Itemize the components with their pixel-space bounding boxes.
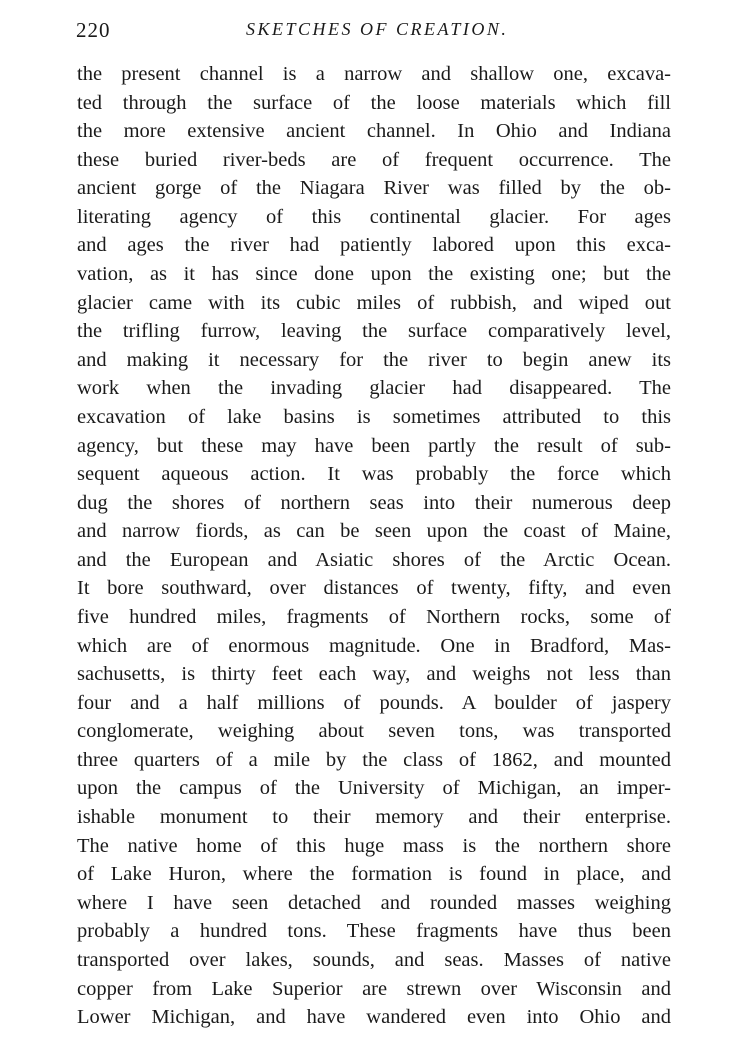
text-line: which are of enormous magnitude. One in Bradford, Mas- [77, 634, 671, 657]
running-head [76, 18, 670, 48]
text-line: dug the shores of northern seas into their numerous deep [77, 491, 671, 514]
text-line: where I have seen detached and rounded masses weighing [77, 891, 671, 914]
text-line: work when the invading glacier had disappeared. The [77, 377, 671, 400]
text-line: five hundred miles, fragments of Northern rocks, some of [77, 605, 671, 628]
text-line: and narrow fiords, as can be seen upon the coast of Maine, [77, 520, 671, 543]
text-line: and ages the river had patiently labored upon this exca- [77, 234, 671, 257]
text-line: and making it necessary for the river to begin anew its [77, 348, 671, 371]
text-line: these buried river-beds are of frequent occurrence. The [77, 148, 671, 171]
text-line: upon the campus of the University of Michigan, an imper- [77, 777, 671, 800]
text-line: excavation of lake basins is sometimes attributed to this [77, 405, 671, 428]
text-line: glacier came with its cubic miles of rubbish, and wiped out [77, 291, 671, 314]
body-text [77, 60, 671, 1032]
text-line: four and a half millions of pounds. A boulder of jaspery [77, 691, 671, 714]
running-title: SKETCHES OF CREATION. [246, 19, 509, 39]
text-line: vation, as it has since done upon the existing one; but the [77, 263, 671, 286]
text-line: the trifling furrow, leaving the surface comparatively level, [77, 320, 671, 343]
text-line: conglomerate, weighing about seven tons, was transported [77, 720, 671, 743]
text-line: Lower Michigan, and have wandered even into Ohio and [77, 1006, 671, 1029]
text-line: It bore southward, over distances of twenty, fifty, and even [77, 577, 671, 600]
text-line: agency, but these may have been partly the result of sub- [77, 434, 671, 457]
text-line: ancient gorge of the Niagara River was filled by the ob- [77, 177, 671, 200]
text-line: ishable monument to their memory and their enterprise. [77, 806, 671, 829]
text-line: sequent aqueous action. It was probably the force which [77, 463, 671, 486]
text-line: probably a hundred tons. These fragments have thus been [77, 920, 671, 943]
text-line: copper from Lake Superior are strewn over Wisconsin and [77, 977, 671, 1000]
page-number: 220 [76, 18, 111, 42]
text-line: transported over lakes, sounds, and seas. Masses of native [77, 948, 671, 971]
text-line: ted through the surface of the loose materials which fill [77, 91, 671, 114]
text-line: literating agency of this continental glacier. For ages [77, 205, 671, 228]
text-line: the more extensive ancient channel. In Ohio and Indiana [77, 120, 671, 143]
text-line: three quarters of a mile by the class of 1862, and mounted [77, 748, 671, 771]
text-line: of Lake Huron, where the formation is found in place, and [77, 863, 671, 886]
text-line: and the European and Asiatic shores of the Arctic Ocean. [77, 548, 671, 571]
text-line: The native home of this huge mass is the northern shore [77, 834, 671, 857]
text-line: the present channel is a narrow and shallow one, excava- [77, 63, 671, 85]
text-line: sachusetts, is thirty feet each way, and weighs not less than [77, 663, 671, 686]
